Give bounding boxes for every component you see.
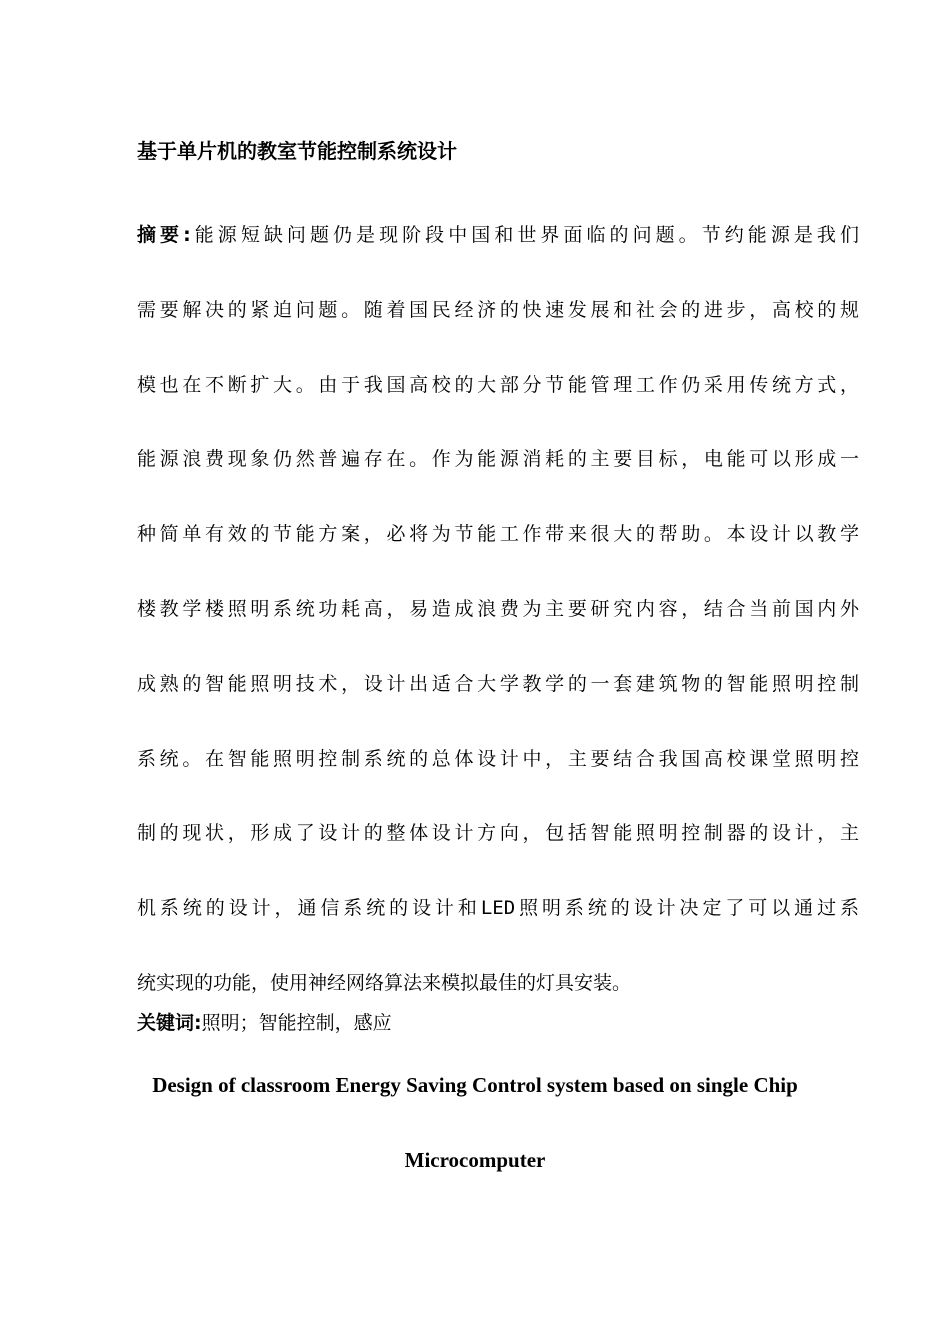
abstract-text: 能源短缺问题仍是现阶段中国和世界面临的问题。节约能源是我们 <box>190 224 859 246</box>
abstract-line: 楼教学楼照明系统功耗高，易造成浪费为主要研究内容，结合当前国内外 <box>137 597 859 620</box>
abstract-line: 机系统的设计，通信系统的设计和LED照明系统的设计决定了可以通过系 <box>137 897 859 920</box>
keywords-label: 关键词 <box>137 1012 195 1034</box>
abstract-section <box>137 198 859 1021</box>
abstract-separator: : <box>183 224 191 246</box>
abstract-line: 需要解决的紧迫问题。随着国民经济的快速发展和社会的进步，高校的规 <box>137 298 859 321</box>
abstract-line: 成熟的智能照明技术，设计出适合大学教学的一套建筑物的智能照明控制 <box>137 672 859 695</box>
keywords-section <box>137 1008 392 1038</box>
abstract-line: 制的现状，形成了设计的整体设计方向，包括智能照明控制器的设计，主 <box>137 822 859 845</box>
keywords-text: 照明；智能控制，感应 <box>201 1012 392 1034</box>
keywords-separator: : <box>194 1012 202 1034</box>
abstract-line: 种简单有效的节能方案，必将为节能工作带来很大的帮助。本设计以教学 <box>137 523 859 546</box>
abstract-label: 摘要 <box>137 224 184 246</box>
abstract-line: 系统。在智能照明控制系统的总体设计中，主要结合我国高校课堂照明控 <box>137 747 859 770</box>
abstract-line: 统实现的功能，使用神经网络算法来模拟最佳的灯具安装。 <box>137 971 632 994</box>
english-title-line-1: Design of classroom Energy Saving Control system based on single Chip <box>152 1073 798 1097</box>
abstract-line: 能源浪费现象仍然普遍存在。作为能源消耗的主要目标，电能可以形成一 <box>137 448 859 471</box>
document-title: 基于单片机的教室节能控制系统设计 <box>137 139 457 163</box>
english-title-line-2: Microcomputer <box>404 1148 546 1172</box>
abstract-line: 模也在不断扩大。由于我国高校的大部分节能管理工作仍采用传统方式， <box>137 373 859 396</box>
abstract-line <box>137 198 859 273</box>
